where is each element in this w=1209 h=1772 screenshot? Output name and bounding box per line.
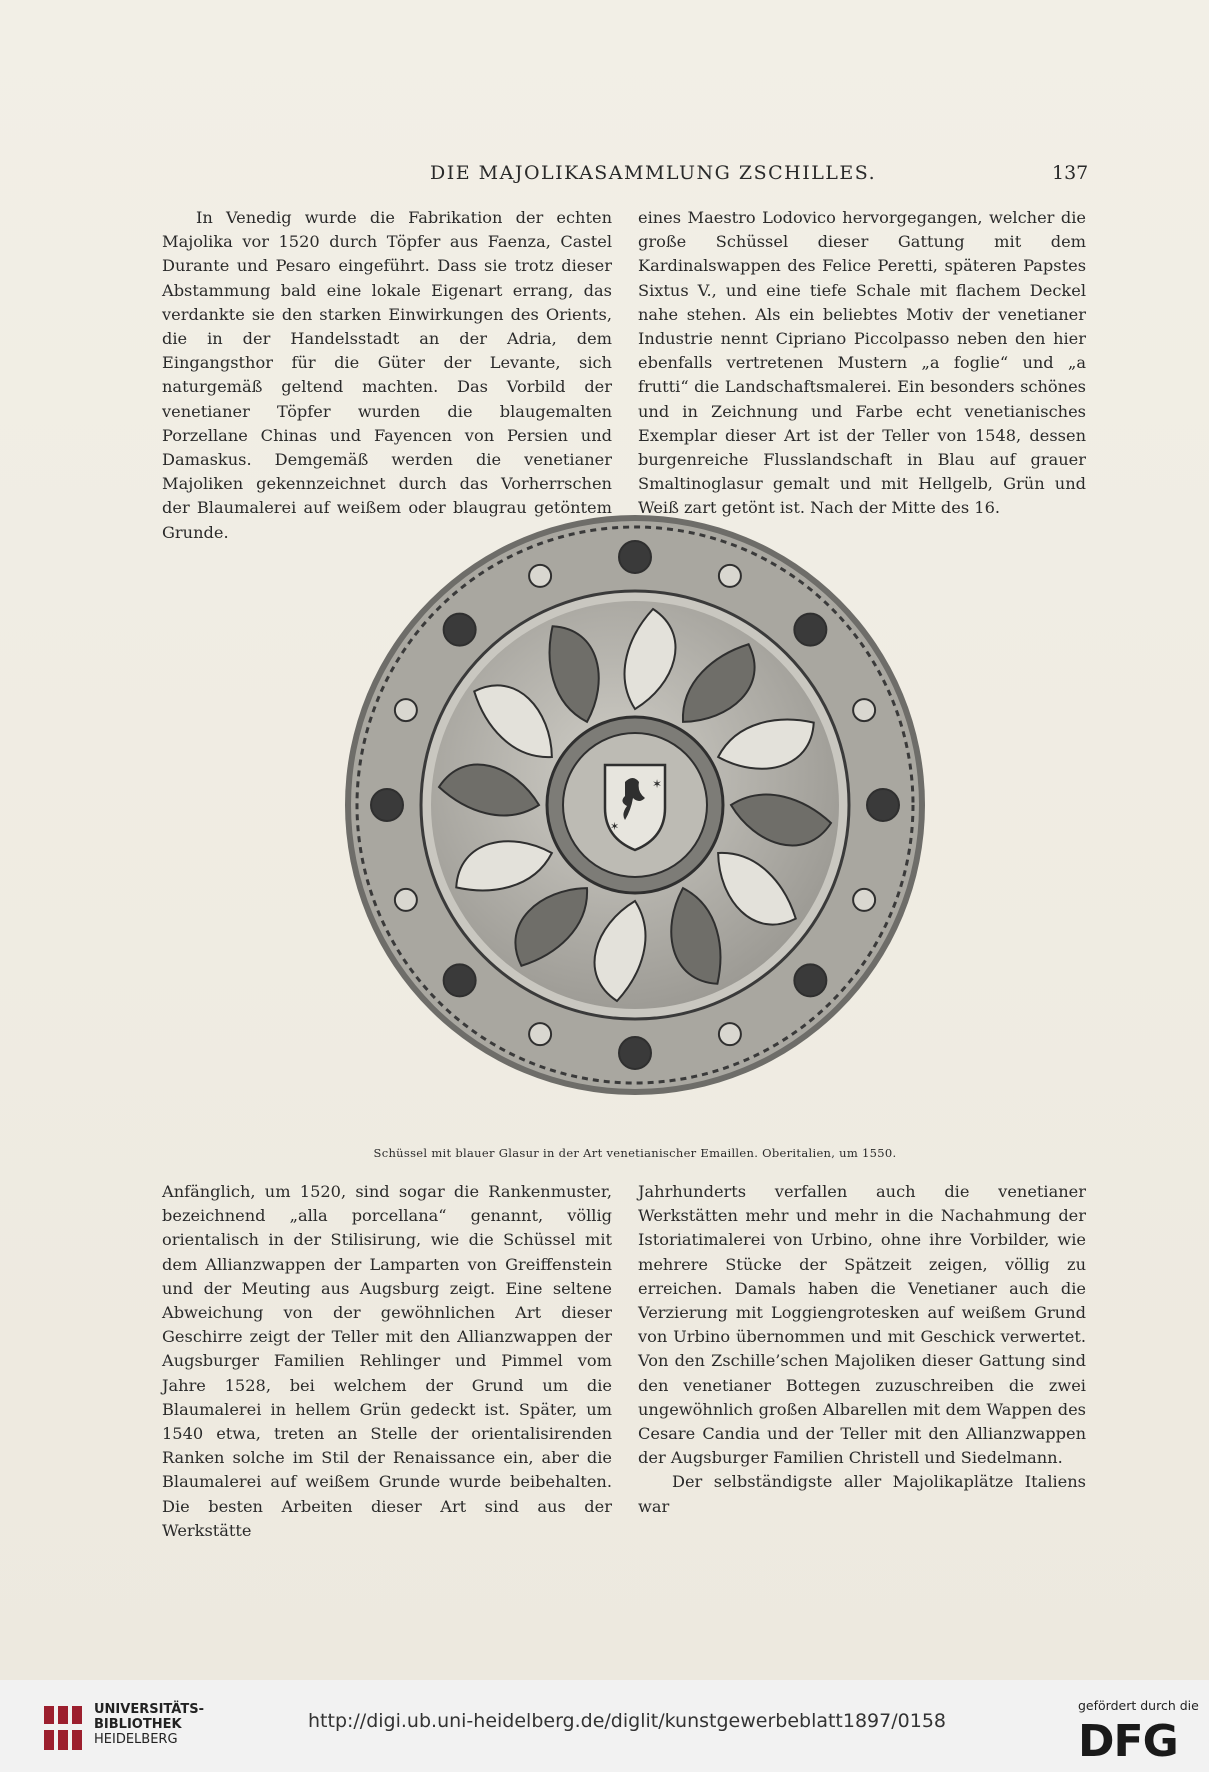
rim-motif [853,699,875,721]
rim-motif [794,614,826,646]
running-head [0,162,1209,190]
dfg-logo: DFG [1078,1716,1178,1767]
page-number: 137 [1052,162,1089,184]
paragraph: eines Maestro Lodovico hervorgegangen, welcher die große Schüssel dieser Gattung mit dem Kardinalswappen des Felice Peretti, späteren Papstes Sixtus V., und eine tiefe Schale mit flachem Deckel nahe stehen. Als ein beliebtes Motiv der venetianer Industrie nennt Cipriano Piccolpasso neben den hier ebenfalls vertretenen Mustern „a foglie“ und „a frutti“ die Landschaftsmalerei. Ein besonders schönes und in Zeichnung und Farbe echt venetianisches Exemplar dieser Art ist der Teller von 1548, dessen burgenreiche Flusslandschaft in Blau auf grauer Smaltinoglasur gemalt und mit Hellgelb, Grün und Weiß zart getönt ist. Nach der Mitte des 16. [638,208,1086,518]
university-library-logo-icon [42,1702,86,1754]
column-bottom-right [638,1180,1086,1519]
rim-motif [444,964,476,996]
funded-by-label: gefördert durch die [1078,1698,1199,1713]
rim-motif [794,964,826,996]
rim-motif [444,614,476,646]
rim-motif [529,565,551,587]
rim-motif [619,541,651,573]
rim-motif [395,699,417,721]
column-bottom-left [162,1180,612,1543]
rim-motif [371,789,403,821]
column-top-right [638,206,1086,521]
page-title: DIE MAJOLIKASAMMLUNG ZSCHILLES. [430,162,877,184]
rim-motif [395,889,417,911]
rim-motif [867,789,899,821]
paragraph: Jahrhunderts verfallen auch die venetianer Werkstätten mehr und mehr in die Nachahmung der Istoriatimalerei von Urbino, ohne ihre Vorbilder, wie mehrere Stücke der Spätzeit zeigen, völlig zu erreichen. Damals haben die Venetianer auch die Verzierung mit Loggiengrotesken auf weißem Grund von Urbino übernommen und mit Geschick verwertet. Von den Zschille’schen Majoliken dieser Gattung sind den venetianer Bottegen zuzuschreiben die zwei ungewöhnlich großen Albarellen mit dem Wappen des Cesare Candia und der Teller mit den Allianzwappen der Augsburger Familien Christell und Siedelmann. [638,1182,1086,1468]
column-top-left [162,206,612,545]
figure-caption: Schüssel mit blauer Glasur in der Art venetianischer Emaillen. Oberitalien, um 1550. [373,1146,897,1160]
library-name: UNIVERSITÄTS- BIBLIOTHEK HEIDELBERG [94,1702,204,1747]
svg-text:✶: ✶ [610,820,620,833]
rim-motif [619,1037,651,1069]
paragraph: Anfänglich, um 1520, sind sogar die Rankenmuster, bezeichnend „alla porcellana“ genannt, völlig orientalisch in der Stilisirung, wie die Schüssel mit dem Allianzwappen der Lamparten von Greiffenstein und der Meuting aus Augsburg zeigt. Eine seltene Abweichung von der gewöhnlichen Art dieser Geschirre zeigt der Teller mit den Allianzwappen der Augsburger Familien Rehlinger und Pimmel vom Jahre 1528, bei welchem der Grund um die Blaumalerei in hellem Grün gedeckt ist. Später, um 1540 etwa, treten an Stelle der orientalisirenden Ranken solche im Stil der Renaissance ein, aber die Blaumalerei auf weißem Grunde wurde beibehalten. Die besten Arbeiten dieser Art sind aus der Werkstätte [162,1182,612,1540]
permalink-url[interactable]: http://digi.ub.uni-heidelberg.de/diglit/kunstgewerbeblatt1897/0158 [308,1710,946,1732]
majolica-plate-illustration [342,512,928,1098]
svg-text:✶: ✶ [652,777,663,791]
digitization-footer [0,1680,1209,1772]
rim-motif [529,1023,551,1045]
rim-motif [719,565,741,587]
rim-motif [853,889,875,911]
paragraph: Der selbständigste aller Majolikaplätze Italiens war [638,1472,1086,1516]
rim-motif [719,1023,741,1045]
paragraph: In Venedig wurde die Fabrikation der echten Majolika vor 1520 durch Töpfer aus Faenza, Castel Durante und Pesaro eingeführt. Dass sie trotz dieser Abstammung bald eine lokale Eigenart errang, das verdankte sie den starken Einwirkungen des Orients, die in der Handelsstadt an der Adria, dem Eingangsthor für die Güter der Levante, sich naturgemäß geltend machten. Das Vorbild der venetianer Töpfer wurden die blaugemalten Porzellane Chinas und Fayencen von Persien und Damaskus. Demgemäß werden die venetianer Majoliken gekennzeichnet durch das Vorherrschen der Blaumalerei auf weißem oder blaugrau getöntem Grunde. [162,208,612,542]
